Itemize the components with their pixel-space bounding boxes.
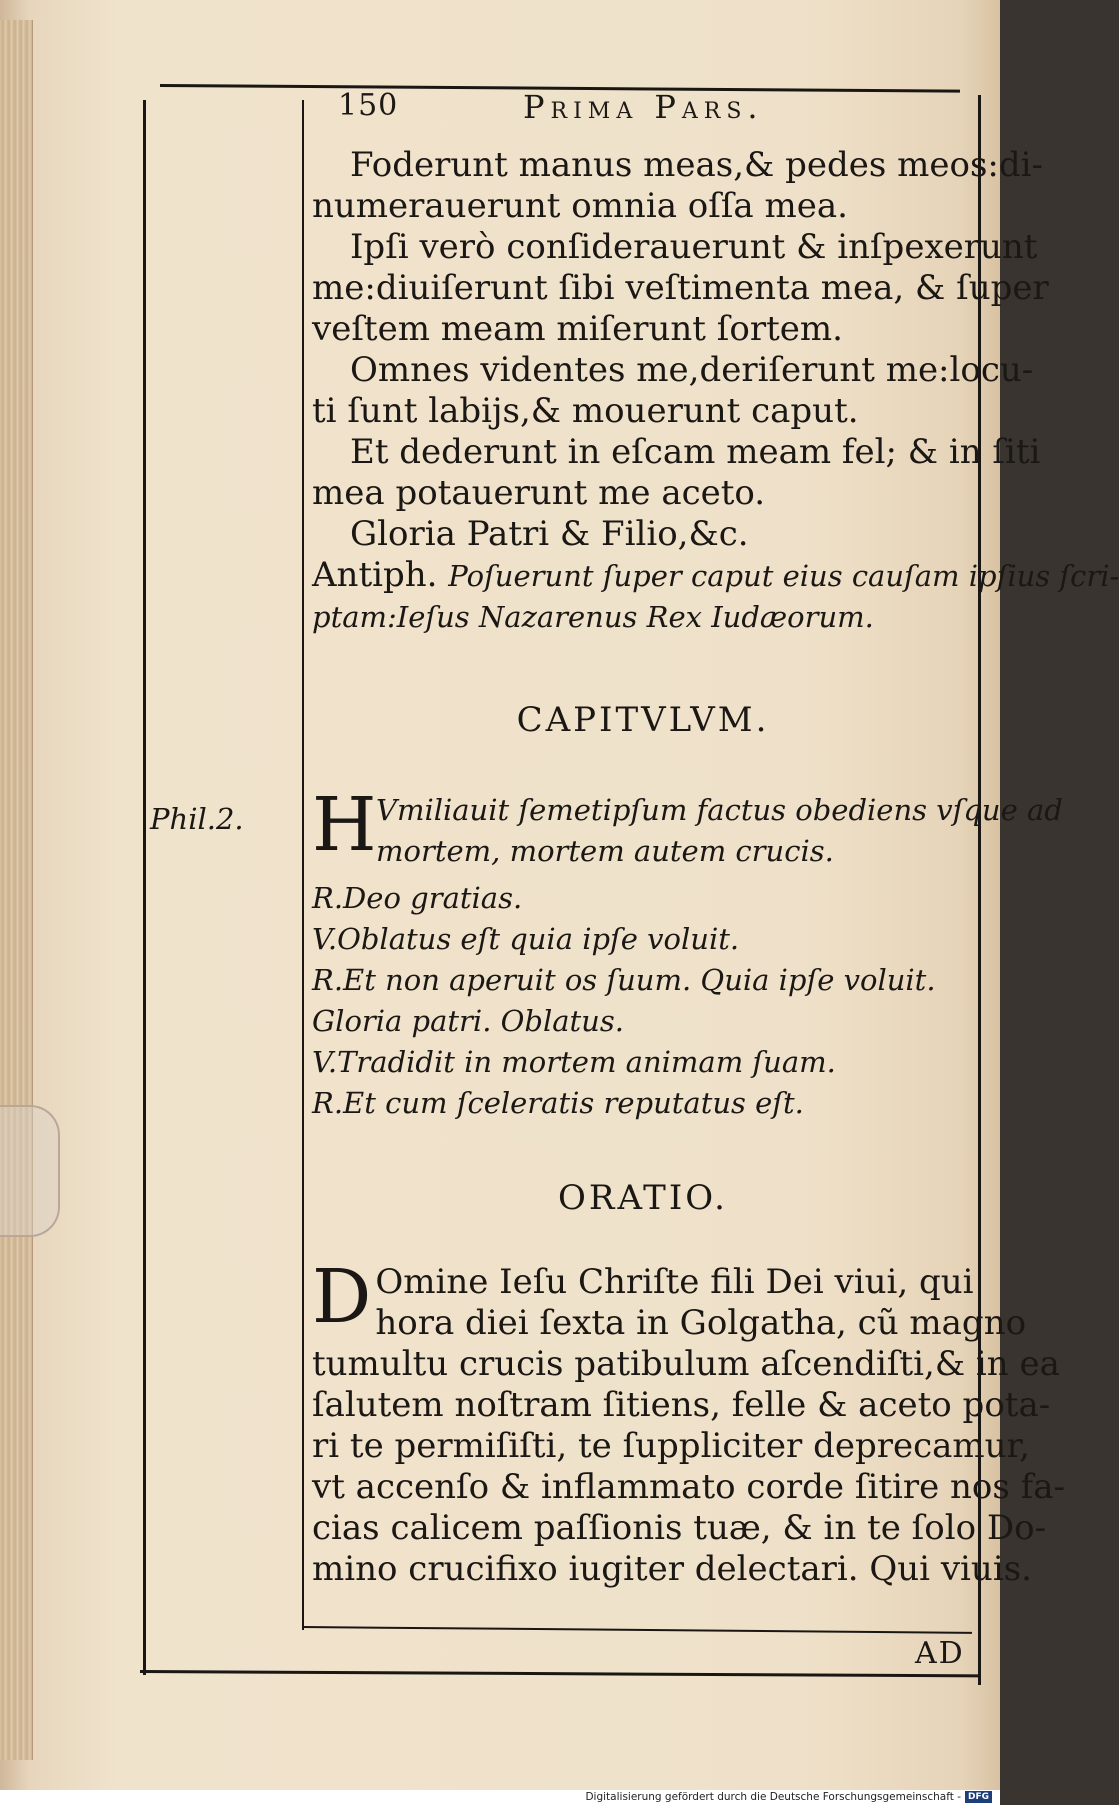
response-line: R.Et non aperuit os ſuum. Quia ipſe voluit. <box>312 963 936 997</box>
antiphon <box>312 555 1119 597</box>
text-line: Omnes videntes me,deriſerunt me:locu- <box>350 350 1034 390</box>
text-line: Vmiliauit ſemetipſum factus obediens vſque ad <box>376 793 1063 827</box>
text-line: mortem, mortem autem crucis. <box>376 834 834 868</box>
digitization-credit <box>585 1790 992 1805</box>
credit-text: Digitalisierung gefördert durch die Deutsche Forschungsgemeinschaft - <box>585 1791 961 1803</box>
text-line: tumultu crucis patibulum aſcendiſti,& in ea <box>312 1344 1060 1384</box>
page-tab-marker <box>0 1105 60 1237</box>
text-line: Et dederunt in eſcam meam fel; & in ſiti <box>350 432 1041 472</box>
text-line: veſtem meam miſerunt ſortem. <box>312 309 843 349</box>
antiphon-label: Antiph. <box>312 555 438 595</box>
text-line: cias calicem paſſionis tuæ, & in te ſolo Do- <box>312 1508 1047 1548</box>
capitulum-opening <box>312 782 1063 872</box>
oratio-opening <box>312 1254 1027 1344</box>
text-line: me:diuiſerunt ſibi veſtimenta mea, & ſuper <box>312 268 1049 308</box>
text-line: ſalutem noſtram ſitiens, felle & aceto pota- <box>312 1385 1051 1425</box>
frame-rule-left-outer <box>143 100 146 1675</box>
text-line: Gloria Patri & Filio,&c. <box>350 514 749 554</box>
oratio-text <box>312 1254 1065 1590</box>
text-line: Omine Ieſu Chriſte fili Dei viui, qui <box>375 1262 974 1302</box>
response-line: V.Oblatus eſt quia ipſe voluit. <box>312 922 740 956</box>
text-line: vt accenſo & inflammato corde ſitire nos fa- <box>312 1467 1065 1507</box>
text-line: Foderunt manus meas,& pedes meos:di- <box>350 145 1044 185</box>
margin-reference: Phil.2. <box>150 802 244 836</box>
text-line: hora diei ſexta in Golgatha, cũ magno <box>375 1303 1027 1343</box>
page-edge <box>0 20 33 1760</box>
capitulum-heading: CAPITVLVM. <box>516 700 770 740</box>
response-line: R.Deo gratias. <box>312 881 523 915</box>
text-line: Ipſi verò conſiderauerunt & inſpexerunt <box>350 227 1038 267</box>
response-line: Gloria patri. Oblatus. <box>312 1004 624 1038</box>
antiphon-text: ptam:Ieſus Nazarenus Rex Iudæorum. <box>312 600 874 634</box>
initial-letter: H <box>312 782 377 868</box>
frame-rule-bottom <box>140 1670 980 1677</box>
frame-rule-text-bottom <box>302 1626 972 1634</box>
antiphon-text: Poſuerunt ſuper caput eius cauſam ipſius ſcri- <box>448 559 1119 593</box>
page-number: 150 <box>338 88 399 123</box>
text-line: ri te permiſiſti, te ſuppliciter deprecamur, <box>312 1426 1030 1466</box>
oratio-heading: ORATIO. <box>558 1178 728 1218</box>
text-line: mino crucifixo iugiter delectari. Qui viuis. <box>312 1549 1032 1589</box>
catchword: AD <box>915 1636 965 1671</box>
capitulum-text <box>312 782 1063 1124</box>
frame-rule-left-inner <box>302 100 304 1630</box>
response-line: V.Tradidit in mortem animam ſuam. <box>312 1045 836 1079</box>
section-title: Prima Pars. <box>523 88 764 126</box>
psalm-text <box>312 145 1119 638</box>
text-line: mea potauerunt me aceto. <box>312 473 766 513</box>
initial-letter: D <box>312 1254 372 1340</box>
text-line: ti ſunt labijs,& mouerunt caput. <box>312 391 859 431</box>
dfg-logo: DFG <box>965 1791 992 1803</box>
response-line: R.Et cum ſceleratis reputatus eſt. <box>312 1086 804 1120</box>
running-head <box>338 88 978 128</box>
text-line: numerauerunt omnia oſſa mea. <box>312 186 848 226</box>
